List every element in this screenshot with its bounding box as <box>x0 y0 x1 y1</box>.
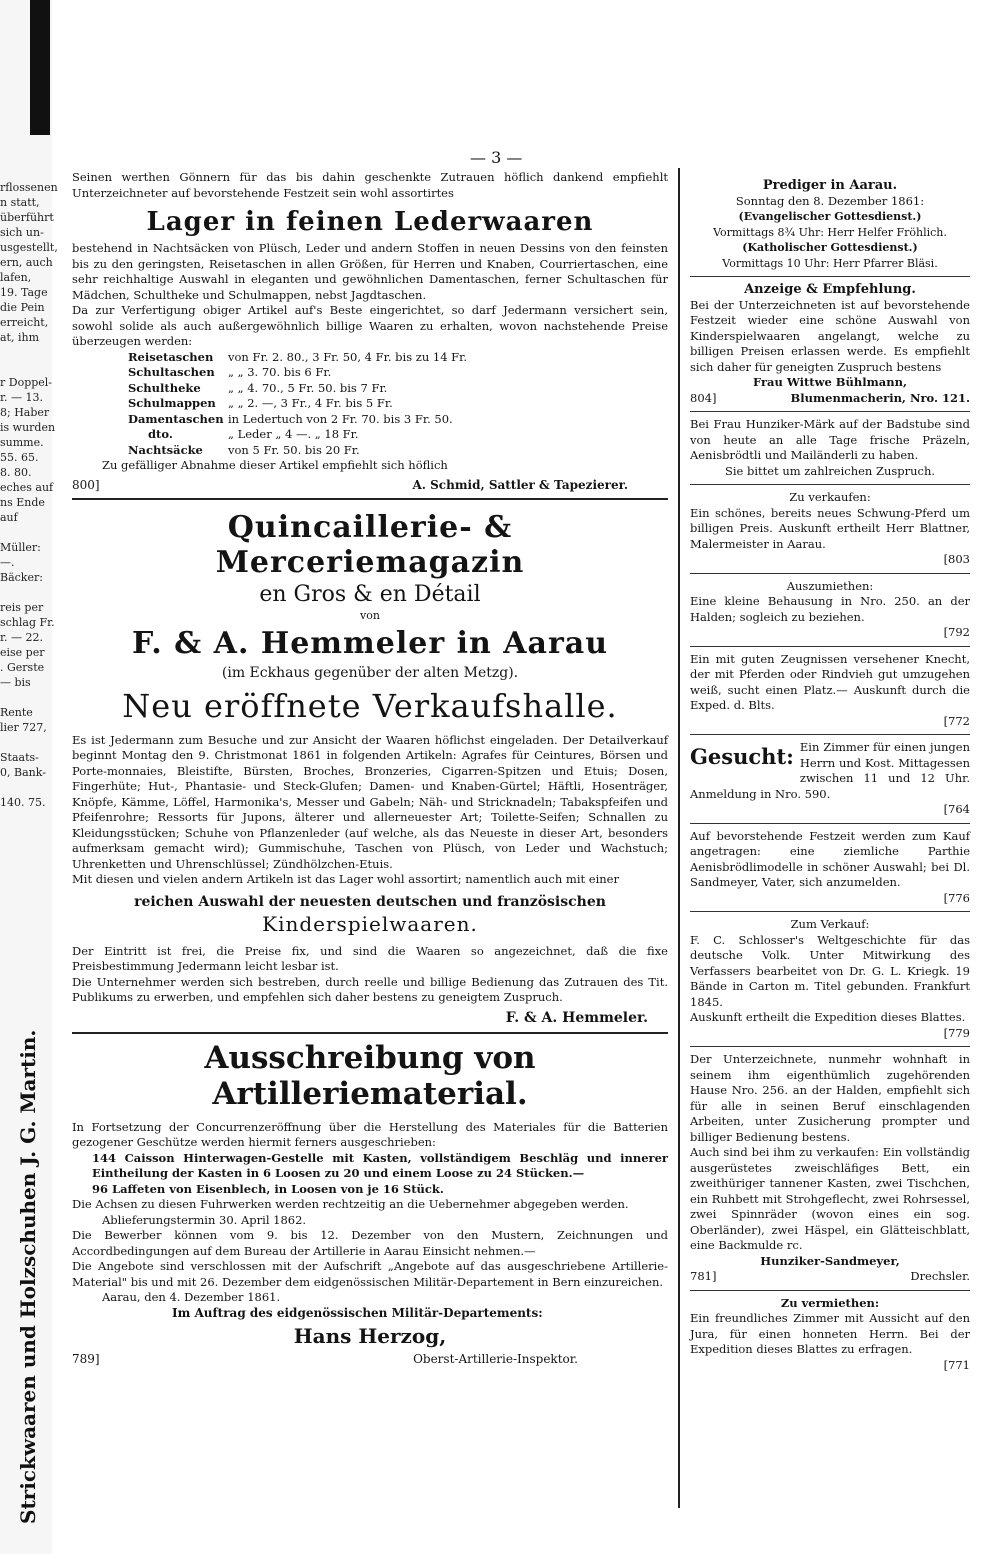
right-column <box>690 178 970 1373</box>
ad-signature-line <box>72 1010 668 1026</box>
ad-body: Der Eintritt ist frei, die Preise fix, und sind die Waaren so angezeichnet, daß die fixe Preisbestimmung Jedermann leicht lesbar ist. <box>72 943 668 973</box>
ad-location: (im Eckhaus gegenüber der alten Metzg). <box>221 664 519 681</box>
ad-item: 144 Caisson Hinterwagen-Gestelle mit Kasten, vollständigem Beschläg und innerer Eintheilung der Kasten in 6 Loosen zu 20 und einem Loose zu 24 Stücken.— <box>92 1150 668 1180</box>
price-row: Schultaschen „ „ 3. 70. bis 6 Fr. <box>128 365 332 379</box>
notice-label: Gesucht: <box>690 744 794 769</box>
separator <box>690 646 970 647</box>
ad-headline: Neu eröffnete Verkaufshalle. <box>122 686 618 725</box>
room-rental-ad <box>690 1296 970 1374</box>
notice-body: Ein Zimmer für einen jungen Herrn und Kost. Mittagessen zwischen 11 und 12 Uhr. Anmeldung in Nro. 590. <box>690 740 970 801</box>
horse-sale-ad <box>690 490 970 568</box>
ad-signature: F. & A. Hemmeler. <box>505 1009 648 1026</box>
ad-role: Oberst-Artillerie-Inspektor. <box>413 1351 578 1366</box>
notice-body: Der Unterzeichnete, nunmehr wohnhaft in seinem ihm eigenthümlich zugehörenden Hause Nro. 256. an der Halden, empfiehlt sich für alle in seinen Beruf einschlagenden Arbeiten, unter Zusicherung prompter und billiger Bedienung bestens. <box>690 1052 970 1144</box>
ad-title: Quincaillerie- & Merceriemagazin <box>215 509 525 580</box>
ad-signature: A. Schmid, Sattler & Tapezierer. <box>412 477 628 492</box>
notice-number: [779 <box>943 1025 970 1040</box>
notice-title: Prediger in Aarau. <box>762 178 898 193</box>
leather-goods-ad <box>72 170 668 492</box>
price-row: Schultheke „ „ 4. 70., 5 Fr. 50. bis 7 Fr. <box>128 380 388 395</box>
notice-signature: Frau Wittwe Bühlmann, <box>753 375 907 389</box>
ad-date: Aarau, den 4. Dezember 1861. <box>102 1290 281 1304</box>
mould-ad <box>690 829 970 907</box>
notice-number: [772 <box>943 713 970 728</box>
ad-signature-line <box>72 1352 668 1366</box>
price-row: Nachtsäcke von 5 Fr. 50. bis 20 Fr. <box>128 442 360 457</box>
notice-line: Vormittags 8¾ Uhr: Herr Helfer Fröhlich. <box>713 225 947 239</box>
price-row: Schulmappen „ „ 2. —, 3 Fr., 4 Fr. bis 5 Fr. <box>128 396 393 410</box>
ad-closing: Zu gefälliger Abnahme dieser Artikel empfiehlt sich höflich <box>102 458 448 472</box>
notice-body: Bei der Unterzeichneten ist auf bevorstehende Festzeit wieder eine schöne Auswahl von Kinderspielwaaren angelangt, welche zu billigen Preisen erlassen werde. Es empfiehlt sich daher für geneigten Zuspruch bestens <box>690 297 970 374</box>
notice-body: Ein schönes, bereits neues Schwung-Pferd um billigen Preis. Auskunft ertheilt Herr Blattner, Malermeister in Aarau. <box>690 505 970 551</box>
ad-title: Lager in feinen Lederwaaren <box>146 207 594 237</box>
ad-signature-line <box>72 478 668 492</box>
artillery-ad <box>72 1040 668 1366</box>
notice-signature: Hunziker-Sandmeyer, <box>760 1253 900 1268</box>
separator <box>72 498 668 500</box>
bakery-ad <box>690 417 970 479</box>
notice-closing: Sie bittet um zahlreichen Zuspruch. <box>724 463 936 478</box>
notice-body: Auch sind bei ihm zu verkaufen: Ein vollständig ausgerüstetes zweischläfiges Bett, ein zweithüriger tannener Kasten, zwei Tischchen, ein Ruhbett mit Strohgeflecht, zwei Rohrsessel, zwei Spinnräder (wovon eines ein sog. Oberländer), zwei Häspel, ein Glätteischblatt, eine Backmulde rc. <box>690 1145 970 1252</box>
book-sale-ad <box>690 917 970 1041</box>
notice-title: Zu vermiethen: <box>780 1295 880 1310</box>
separator <box>690 1046 970 1047</box>
ad-body: In Fortsetzung der Concurrenzeröffnung über die Herstellung des Materiales für die Batterien gezogener Geschütze werden hiermit ferners ausgeschrieben: <box>72 1119 668 1149</box>
notice-body: Auskunft ertheilt die Expedition dieses Blattes. <box>690 1010 966 1024</box>
ad-body: Die Angebote sind verschlossen mit der Aufschrift „Angebote auf das ausgeschriebene Artillerie-Material" bis und mit 26. Dezember dem eidgenössischen Militär-Departement in Bern einzureichen. <box>72 1259 668 1289</box>
notice-body: Eine kleine Behausung in Nro. 250. an der Halden; sogleich zu beziehen. <box>690 594 970 624</box>
ad-body: Die Achsen zu diesen Fuhrwerken werden rechtzeitig an die Uebernehmer abgegeben werden. <box>72 1197 629 1211</box>
notice-body: Ein mit guten Zeugnissen versehener Knecht, der mit Pferden oder Rindvieh gut umzugehen weiß, sucht einen Platz.— Auskunft durch die Exped. d. Blts. <box>690 651 970 712</box>
servant-ad <box>690 652 970 730</box>
notice-body: Bei Frau Hunziker-Märk auf der Badstube sind von heute an alle Tage frische Präzeln, Aenisbrödtli und Mailänderli zu haben. <box>690 417 970 462</box>
ad-von: von <box>360 608 380 622</box>
ad-intro: Seinen werthen Gönnern für das bis dahin geschenkte Zutrauen höflich dankend empfiehlt Unterzeichneter auf bevorstehende Festzeit sein wohl assortirtes <box>72 170 668 200</box>
ad-body: bestehend in Nachtsäcken von Plüsch, Leder und andern Stoffen in neuen Dessins von den feinsten bis zu den geringsten, Reisetaschen in allen Größen, für Herren und Knaben, Courriertaschen, eine sehr reichhaltige Auswahl in eleganten und gewöhnlichen Damentaschen, ferner Schultaschen für Mädchen, Schultheke und Schulmappen, nebst Jagdtaschen. <box>72 241 668 302</box>
separator <box>72 1032 668 1034</box>
separator <box>690 823 970 824</box>
notice-line: Vormittags 10 Uhr: Herr Pfarrer Bläsi. <box>722 256 938 270</box>
price-list <box>72 350 668 459</box>
notice-line: (Evangelischer Gottesdienst.) <box>738 210 922 223</box>
left-margin-strip <box>0 0 58 1554</box>
ad-number: 800] <box>72 477 100 492</box>
ad-body: Da zur Verfertigung obiger Artikel auf's Beste eingerichtet, so darf Jedermann versichert sein, sowohl solide als auch außergewöhnlich billige Waaren zu erhalten, wovon nachstehende Preise überzeugen werden: <box>72 303 668 348</box>
ad-body: Die Bewerber können vom 9. bis 12. Dezember von den Mustern, Zeichnungen und Accordbedingungen auf dem Bureau der Artillerie in Aarau Einsicht nehmen.— <box>72 1228 668 1258</box>
previous-page-fragment: rflossenen n statt, überführt sich un- usgestellt, ern, auch lafen, 19. Tage die Pein erreicht, at, ihm r Doppel- r. — 13. 8; Haber is wurden summe. 55. 65. 8. 80. eches auf ns Ende auf Müller: —. Bäcker: reis per schlag Fr. r. — 22. eise per . Gerste — bis Rente lier 727, Staats- 0, Bank- 140. 75. <box>0 181 58 809</box>
toy-ad <box>690 282 970 406</box>
separator <box>690 411 970 412</box>
notice-number: [776 <box>943 890 970 905</box>
notice-number: 781] <box>690 1269 717 1283</box>
notice-number: 804] <box>690 390 717 405</box>
ad-authority: Im Auftrag des eidgenössischen Militär-Departements: <box>172 1305 543 1320</box>
notice-number: [771 <box>943 1357 970 1372</box>
binding-shadow <box>30 0 50 135</box>
notice-body: F. C. Schlosser's Weltgeschichte für das deutsche Volk. Unter Mitwirkung des Verfassers bearbeitet von Dr. G. L. Kriegk. 19 Bände in Carton m. Titel gebunden. Frankfurt 1845. <box>690 932 970 1009</box>
quincaillerie-ad <box>72 510 668 1026</box>
price-row: Damentaschen in Ledertuch von 2 Fr. 70. bis 3 Fr. 50. <box>128 411 453 426</box>
vertical-advertisement: Strickwaaren und Holzschuhen J. G. Martin. <box>16 1029 40 1524</box>
notice-number: [792 <box>943 625 970 639</box>
ad-body: Ablieferungstermin 30. April 1862. <box>102 1212 307 1227</box>
separator <box>690 484 970 485</box>
notice-body: Auf bevorstehende Festzeit werden zum Kauf angetragen: eine ziemliche Parthie Aenisbrödlimodelle in schöner Auswahl; bei Dl. Sandmeyer, Vater, sich anzumelden. <box>690 828 970 889</box>
notice-number: [764 <box>943 802 970 816</box>
ad-body: Es ist Jedermann zum Besuche und zur Ansicht der Waaren höflichst eingeladen. Der Detailverkauf beginnt Montag den 9. Christmonat 1861 in folgenden Artikeln: Agrafes für Ceintures, Börsen und Porte-monnaies, Bleistifte, Bürsten, Broches, Bronzeries, Cigarren-Spitzen und Etuis; Dosen, Fingerhüte; Hut-, Phantasie- und Steck-Glufen; Damen- und Knaben-Gürtel; Häftli, Hosenträger, Knöpfe, Kämme, Löffel, Harmonika's, Messer und Gabeln; Näh- und Stricknadeln; Tabakspfeifen und Pfeifenrohre; Ressorts für Jupons, älterer und allerneuester Art; Toilette-Seifen; Schnallen zu Kleidungsstücken; Schuhe von Pflanzenleder (auf welche, als das Neueste in dieser Art, besonders aufmerksam gemacht wird); Gummischuhe, Taschen von Plüsch, von Leder und Wachstuch; Uhrenketten und Uhrenschlüssel; Zündhölzchen-Etuis. <box>72 732 668 871</box>
ad-body: Die Unternehmer werden sich bestreben, durch reelle und billige Bedienung das Zutrauen des Tit. Publikums zu erwerben, und empfehlen sich daher bestens zu geneigtem Zuspruch. <box>72 974 668 1004</box>
ad-number: 789] <box>72 1351 100 1366</box>
ad-subtitle: en Gros & en Détail <box>259 581 481 607</box>
notice-title: Auszumiethen: <box>786 578 874 593</box>
notice-title: Zum Verkauf: <box>790 917 870 931</box>
ad-kinder: Kinderspielwaaren. <box>262 911 478 936</box>
separator <box>690 734 970 735</box>
preacher-notice <box>690 178 970 271</box>
notice-signature: Drechsler. <box>910 1269 970 1283</box>
ad-body: Mit diesen und vielen andern Artikeln ist das Lager wohl assortirt; namentlich auch mit einer <box>72 872 619 886</box>
separator <box>690 276 970 277</box>
separator <box>690 911 970 912</box>
notice-title: Zu verkaufen: <box>789 490 871 504</box>
notice-body: Ein freundliches Zimmer mit Aussicht auf den Jura, für einen honneten Herrn. Bei der Expedition dieses Blattes zu erfragen. <box>690 1311 970 1356</box>
separator <box>690 1290 970 1291</box>
price-row: dto. „ Leder „ 4 —. „ 18 Fr. <box>148 427 359 441</box>
notice-signature: Blumenmacherin, Nro. 121. <box>790 390 970 405</box>
column-divider <box>678 168 680 1508</box>
left-column <box>72 170 668 1366</box>
turner-ad <box>690 1052 970 1285</box>
notice-title: Anzeige & Empfehlung. <box>744 282 916 297</box>
notice-number: [803 <box>943 552 970 566</box>
wanted-ad <box>690 740 970 818</box>
page-number: — 3 — <box>470 148 523 167</box>
ad-title: Ausschreibung von Artilleriematerial. <box>204 1039 536 1112</box>
rental-ad <box>690 579 970 641</box>
ad-firm: F. & A. Hemmeler in Aarau <box>131 625 609 661</box>
price-row: Reisetaschen von Fr. 2. 80., 3 Fr. 50, 4 Fr. bis zu 14 Fr. <box>128 349 468 364</box>
ad-highlight: reichen Auswahl der neuesten deutschen und französischen <box>134 893 606 910</box>
notice-line: Sonntag den 8. Dezember 1861: <box>735 193 925 208</box>
notice-line: (Katholischer Gottesdienst.) <box>742 241 918 254</box>
ad-item: 96 Laffeten von Eisenblech, in Loosen von je 16 Stück. <box>92 1181 444 1196</box>
ad-name: Hans Herzog, <box>293 1323 447 1348</box>
separator <box>690 573 970 574</box>
